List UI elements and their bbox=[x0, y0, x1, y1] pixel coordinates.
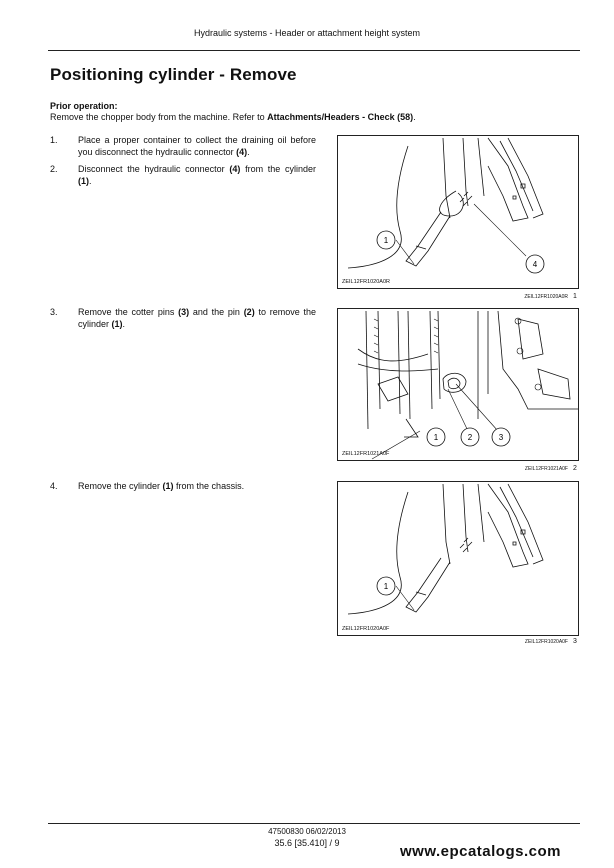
step-ref: (1) bbox=[111, 318, 123, 329]
step-text-part: Remove the cotter pins bbox=[78, 307, 179, 317]
step-text-part: . bbox=[122, 318, 126, 329]
step-text bbox=[78, 481, 316, 493]
step-ref: (4) bbox=[236, 146, 248, 157]
step-3 bbox=[50, 307, 316, 330]
prior-operation-text bbox=[50, 112, 530, 123]
step-text-part: . bbox=[247, 146, 250, 157]
step-number: 3. bbox=[50, 307, 58, 317]
figure-3-illustration bbox=[338, 482, 579, 636]
figure-2 bbox=[337, 308, 579, 461]
callout-label: 1 bbox=[433, 433, 439, 442]
step-text-part: to remove the cylinder bbox=[78, 307, 317, 329]
footer-divider bbox=[48, 823, 580, 824]
step-text-part: Place a proper container to collect the draining oil before you disconnect the hydraulic connector bbox=[78, 135, 316, 157]
prior-operation bbox=[50, 101, 530, 123]
figure-1 bbox=[337, 135, 579, 289]
figure-3-number: 3 bbox=[573, 638, 577, 645]
watermark: www.epcatalogs.com bbox=[400, 843, 561, 860]
prior-operation-text-start: Remove the chopper body from the machine. Refer to bbox=[50, 112, 268, 122]
prior-operation-reference[interactable]: Attachments/Headers - Check (58) bbox=[267, 112, 414, 122]
figure-2-illustration bbox=[338, 309, 579, 461]
figure-code: ZEIL12FR1021A0F bbox=[342, 451, 390, 457]
figure-3-code-outside: ZEIL12FR1020A0F bbox=[524, 639, 568, 645]
step-text bbox=[78, 135, 316, 158]
figure-1-code-outside: ZEIL12FR1020A0R bbox=[524, 294, 568, 300]
step-text-part: Remove the cylinder bbox=[78, 481, 163, 491]
step-2 bbox=[50, 164, 316, 187]
step-1 bbox=[50, 135, 316, 158]
running-header: Hydraulic systems - Header or attachment height system bbox=[193, 28, 421, 38]
step-ref: (1) bbox=[162, 481, 174, 491]
figure-1-illustration bbox=[338, 136, 579, 289]
callout-label: 1 bbox=[383, 236, 389, 245]
step-text bbox=[78, 307, 316, 330]
step-ref: (1) bbox=[78, 175, 89, 186]
step-number: 2. bbox=[50, 164, 58, 174]
figure-1-number: 1 bbox=[573, 293, 577, 300]
figure-2-number: 2 bbox=[573, 465, 577, 472]
step-text-part: Disconnect the hydraulic connector bbox=[78, 164, 230, 174]
section-title: Positioning cylinder - Remove bbox=[50, 65, 297, 84]
step-text-part: from the chassis. bbox=[173, 481, 245, 491]
callout-label: 1 bbox=[383, 582, 389, 591]
callout-label: 3 bbox=[498, 433, 504, 442]
document-id: 47500830 06/02/2013 bbox=[268, 827, 346, 836]
step-text bbox=[78, 164, 316, 187]
step-ref: (2) bbox=[243, 307, 255, 317]
prior-operation-text-end: . bbox=[413, 112, 416, 122]
step-4 bbox=[50, 481, 316, 493]
step-ref: (3) bbox=[178, 307, 190, 317]
figure-2-code-outside: ZEIL12FR1021A0F bbox=[524, 466, 568, 472]
callout-label: 2 bbox=[467, 433, 473, 442]
figure-code: ZEIL12FR1020A0R bbox=[342, 279, 390, 285]
step-text-part: and the pin bbox=[189, 307, 244, 317]
header-divider bbox=[48, 50, 580, 51]
callout-label: 4 bbox=[532, 260, 538, 269]
step-number: 4. bbox=[50, 481, 58, 491]
step-text-part: . bbox=[89, 175, 92, 186]
figure-3 bbox=[337, 481, 579, 636]
page-reference: 35.6 [35.410] / 9 bbox=[274, 838, 340, 848]
figure-code: ZEIL12FR1020A0F bbox=[342, 626, 390, 632]
step-number: 1. bbox=[50, 135, 58, 145]
prior-operation-label: Prior operation: bbox=[50, 101, 118, 111]
step-ref: (4) bbox=[229, 164, 241, 174]
step-text-part: from the cylinder bbox=[240, 164, 316, 174]
